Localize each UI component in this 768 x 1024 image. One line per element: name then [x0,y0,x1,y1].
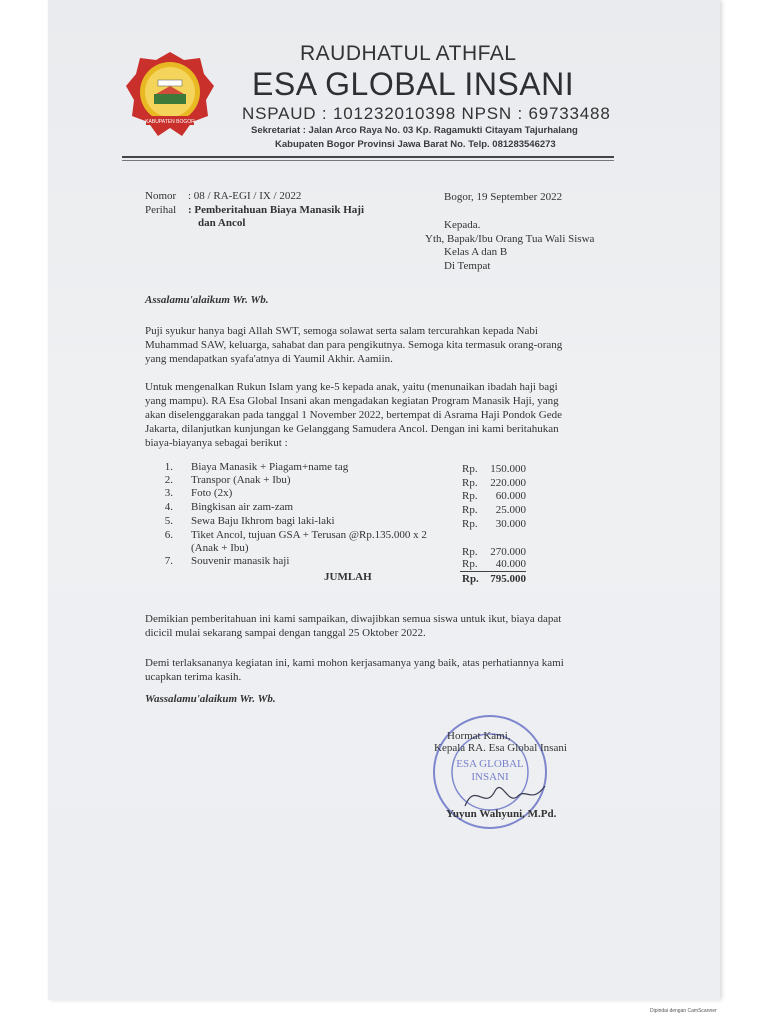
signature-greeting: Hormat Kami, [447,730,511,742]
nomor-value: : 08 / RA-EGI / IX / 2022 [188,190,302,202]
paragraph-4: Demi terlaksananya kegiatan ini, kami mohon kerjasamanya yang baik, atas perhatiannya kami ucapkan terima kasih. [145,657,564,683]
svg-text:INSANI: INSANI [471,771,509,783]
signature-title: Kepala RA. Esa Global Insani [434,742,567,754]
paragraph-2: Untuk mengenalkan Rukun Islam yang ke-5 kepada anak, yaitu (menunaikan ibadah haji bagi yang mampu). RA Esa Global Insani akan mengadakan kegiatan Program Manasik Haji, yang akan diselenggarakan pada tanggal 1 November 2022, bertempat di Asrama Haji Pondok Gede Jakarta, dilanjutkan kunjungan ke Gelanggang Samudera Ancol. Dengan ini kami beritahukan biaya-biayanya sebagai berikut : [145,381,562,449]
address-line-1: Sekretariat : Jalan Arco Raya No. 03 Kp. Ragamukti Citayam Tajurhalang [251,125,578,136]
school-name: ESA GLOBAL INSANI [252,66,575,102]
total-label: JUMLAH [324,571,372,583]
perihal-value: : Pemberitahuan Biaya Manasik Haji [188,204,365,216]
perihal-label: Perihal [145,204,177,216]
signatory-name: Yuyun Wahyuni, M.Pd. [446,808,557,820]
school-ids: NSPAUD : 101232010398 NPSN : 69733488 [242,104,611,123]
letter-paper [48,0,720,1000]
total-amount: 795.000 [490,573,526,585]
svg-text:ESA GLOBAL: ESA GLOBAL [456,758,524,770]
sum-underline [460,571,526,572]
total-rp: Rp. [462,573,479,585]
header-divider-thin [122,160,614,161]
recipient-4: Di Tempat [444,260,491,272]
school-logo-icon [124,50,216,138]
nomor-label: Nomor [145,190,177,202]
paragraph-1: Puji syukur hanya bagi Allah SWT, semoga solawat serta salam tercurahkan kepada Nabi Muhammad SAW, keluarga, sahabat dan para pengikutnya. Semoga kita termasuk orang-orang yang mendapatkan syafa'atnya di Yaumil Akhir. Aamiin. [145,325,563,365]
recipient-3: Kelas A dan B [444,246,508,258]
svg-text:KABUPATEN BOGOR: KABUPATEN BOGOR [145,119,195,125]
recipient-1: Kepada. [444,219,481,231]
scanner-footer: Dipindai dengan CamScanner [650,1008,717,1014]
perihal-value-2: dan Ancol [198,217,246,229]
paragraph-3: Demikian pemberitahuan ini kami sampaikan, diwajibkan semua siswa untuk ikut, biaya dapat dicicil mulai sekarang sampai dengan tanggal 25 Oktober 2022. [145,613,562,639]
greeting: Assalamu'alaikum Wr. Wb. [145,294,269,306]
header-divider [122,156,614,158]
closing: Wassalamu'alaikum Wr. Wb. [145,693,276,705]
school-type: RAUDHATUL ATHFAL [300,42,517,65]
recipient-2: Yth, Bapak/Ibu Orang Tua Wali Siswa [425,233,595,245]
letter-date: Bogor, 19 September 2022 [444,191,563,203]
address-line-2: Kabupaten Bogor Provinsi Jawa Barat No. Telp. 081283546273 [275,139,556,150]
